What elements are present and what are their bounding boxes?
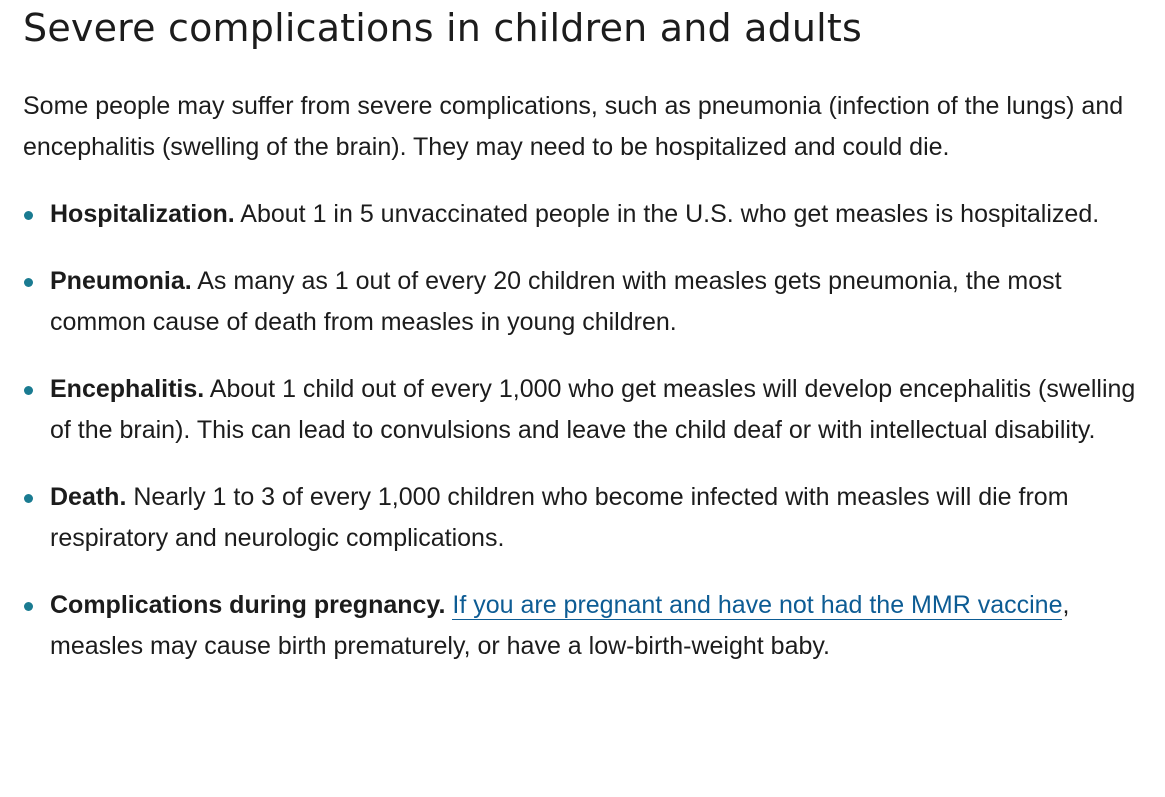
- item-text: As many as 1 out of every 20 children with measles gets pneumonia, the most common cause of death from measles in young children.: [50, 267, 1062, 336]
- item-term: Encephalitis.: [50, 375, 205, 403]
- article-section: [23, 0, 1143, 693]
- bullet-icon: [24, 602, 33, 611]
- list-item-hospitalization: [23, 194, 1143, 235]
- item-text: About 1 in 5 unvaccinated people in the U.S. who get measles is hospitalized.: [234, 200, 1100, 228]
- mmr-vaccine-link[interactable]: If you are pregnant and have not had the MMR vaccine: [452, 591, 1063, 619]
- item-term: Death.: [50, 483, 127, 511]
- list-item-encephalitis: [23, 369, 1143, 451]
- list-item-pneumonia: [23, 261, 1143, 343]
- item-term: Pneumonia.: [50, 267, 192, 295]
- item-term: Hospitalization.: [50, 200, 235, 228]
- item-term: Complications during pregnancy.: [50, 591, 446, 619]
- item-text: Nearly 1 to 3 of every 1,000 children who become infected with measles will die from respiratory and neurologic complications.: [50, 483, 1069, 552]
- bullet-icon: [24, 386, 33, 395]
- complications-list: [23, 194, 1143, 667]
- item-text: About 1 child out of every 1,000 who get measles will develop encephalitis (swelling of the brain). This can lead to convulsions and leave the child deaf or with intellectual disability.: [50, 375, 1136, 444]
- item-text: , measles may cause birth prematurely, or have a low-birth-weight baby.: [50, 591, 1070, 660]
- list-item-death: [23, 477, 1143, 559]
- bullet-icon: [24, 211, 33, 220]
- intro-paragraph: Some people may suffer from severe complications, such as pneumonia (infection of the lungs) and encephalitis (swelling of the brain). They may need to be hospitalized and could die.: [23, 92, 1124, 161]
- section-heading: Severe complications in children and adults: [23, 6, 863, 50]
- bullet-icon: [24, 494, 33, 503]
- list-item-pregnancy: [23, 585, 1143, 667]
- bullet-icon: [24, 278, 33, 287]
